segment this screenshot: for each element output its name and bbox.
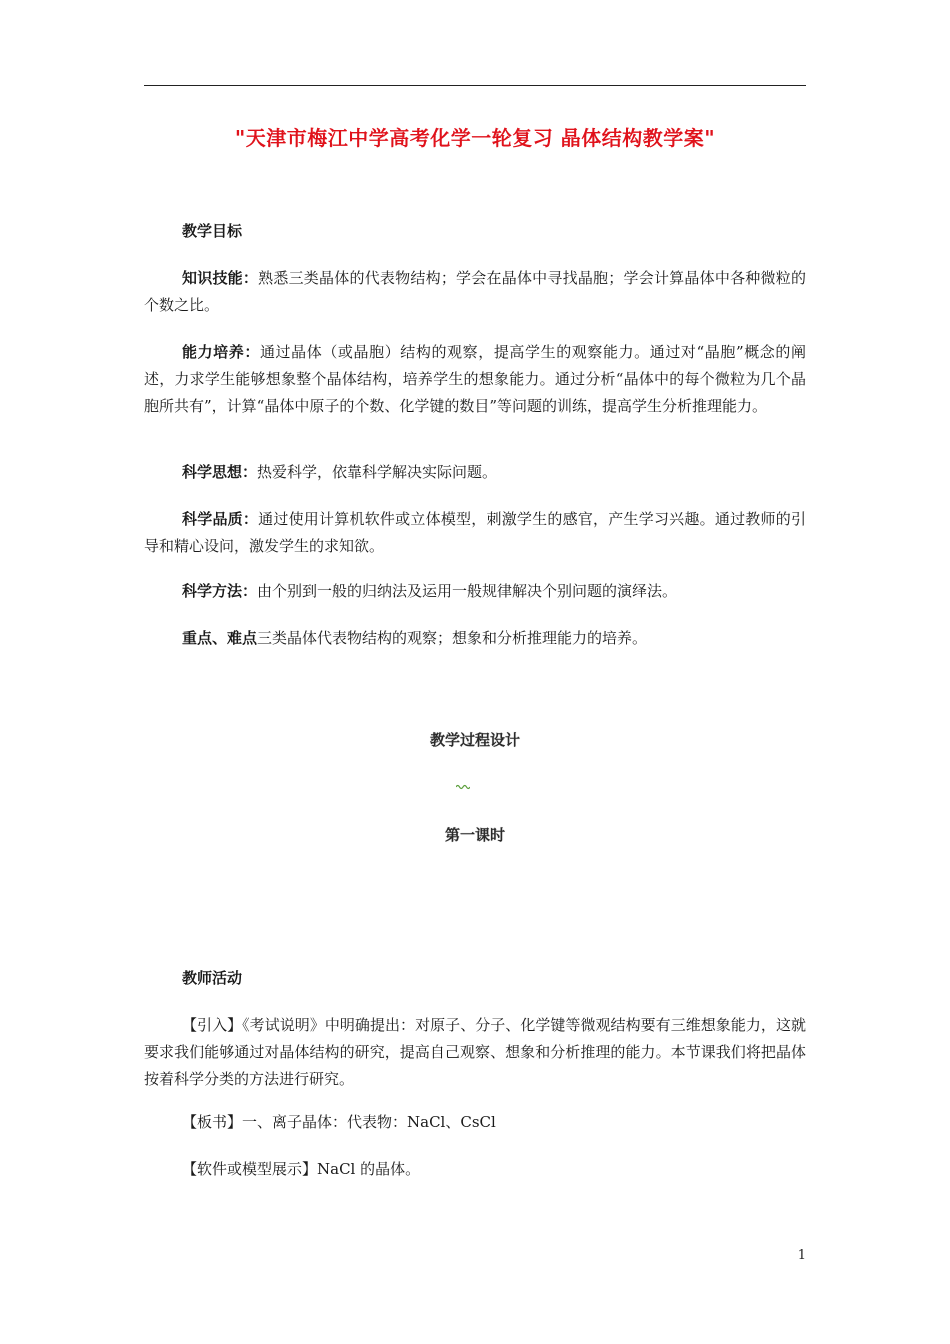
ability-text: 通过晶体（或晶胞）结构的观察，提高学生的观察能力。通过对“晶胞”概念的阐述，力求学生能够想象整个晶体结构，培养学生的想象能力。通过分析“晶体中的每个微粒为几个晶胞所共有”，计算“晶体中原子的个数、化学键的数目”等问题的训练，提高学生分析推理能力。 (144, 343, 806, 415)
board-paragraph: 【板书】一、离子晶体：代表物：NaCl、CsCl (182, 1113, 496, 1131)
knowledge-text: 熟悉三类晶体的代表物结构；学会在晶体中寻找晶胞；学会计算晶体中各种微粒的个数之比。 (144, 269, 806, 314)
quality-label: 科学品质： (182, 510, 259, 528)
intro-paragraph: 【引入】《考试说明》中明确提出：对原子、分子、化学键等微观结构要有三维想象能力，这就要求我们能够通过对晶体结构的研究，提高自己观察、想象和分析推理的能力。本节课我们将把晶体按着科学分类的方法进行研究。 (144, 1016, 806, 1088)
method-paragraph (144, 578, 806, 605)
quality-paragraph (144, 506, 806, 560)
ability-paragraph (144, 339, 806, 420)
document-title: "天津市梅江中学高考化学一轮复习 晶体结构教学案" (234, 126, 716, 150)
focus-label: 重点、难点 (182, 629, 258, 647)
thought-paragraph (144, 459, 806, 486)
quality-text: 通过使用计算机软件或立体模型，刺激学生的感官，产生学习兴趣。通过教师的引导和精心设问，激发学生的求知欲。 (144, 510, 806, 555)
teacher-heading: 教师活动 (182, 969, 243, 987)
thought-label: 科学思想： (182, 463, 258, 481)
knowledge-label: 知识技能： (182, 269, 259, 287)
method-label: 科学方法： (182, 582, 258, 600)
knowledge-paragraph (144, 265, 806, 319)
objectives-heading: 教学目标 (182, 222, 243, 240)
method-text: 由个别到一般的归纳法及运用一般规律解决个别问题的演绎法。 (257, 582, 678, 600)
thought-text: 热爱科学，依靠科学解决实际问题。 (257, 463, 498, 481)
focus-text: 三类晶体代表物结构的观察；想象和分析推理能力的培养。 (257, 629, 648, 647)
lesson-heading: 第一课时 (444, 826, 505, 844)
show-paragraph: 【软件或模型展示】NaCl 的晶体。 (182, 1160, 421, 1178)
process-heading: 教学过程设计 (429, 731, 520, 749)
header-rule (144, 85, 806, 86)
page-number: 1 (797, 1248, 806, 1263)
squiggle-mark-icon (456, 784, 470, 790)
focus-paragraph (144, 625, 806, 652)
ability-label: 能力培养： (182, 343, 260, 361)
